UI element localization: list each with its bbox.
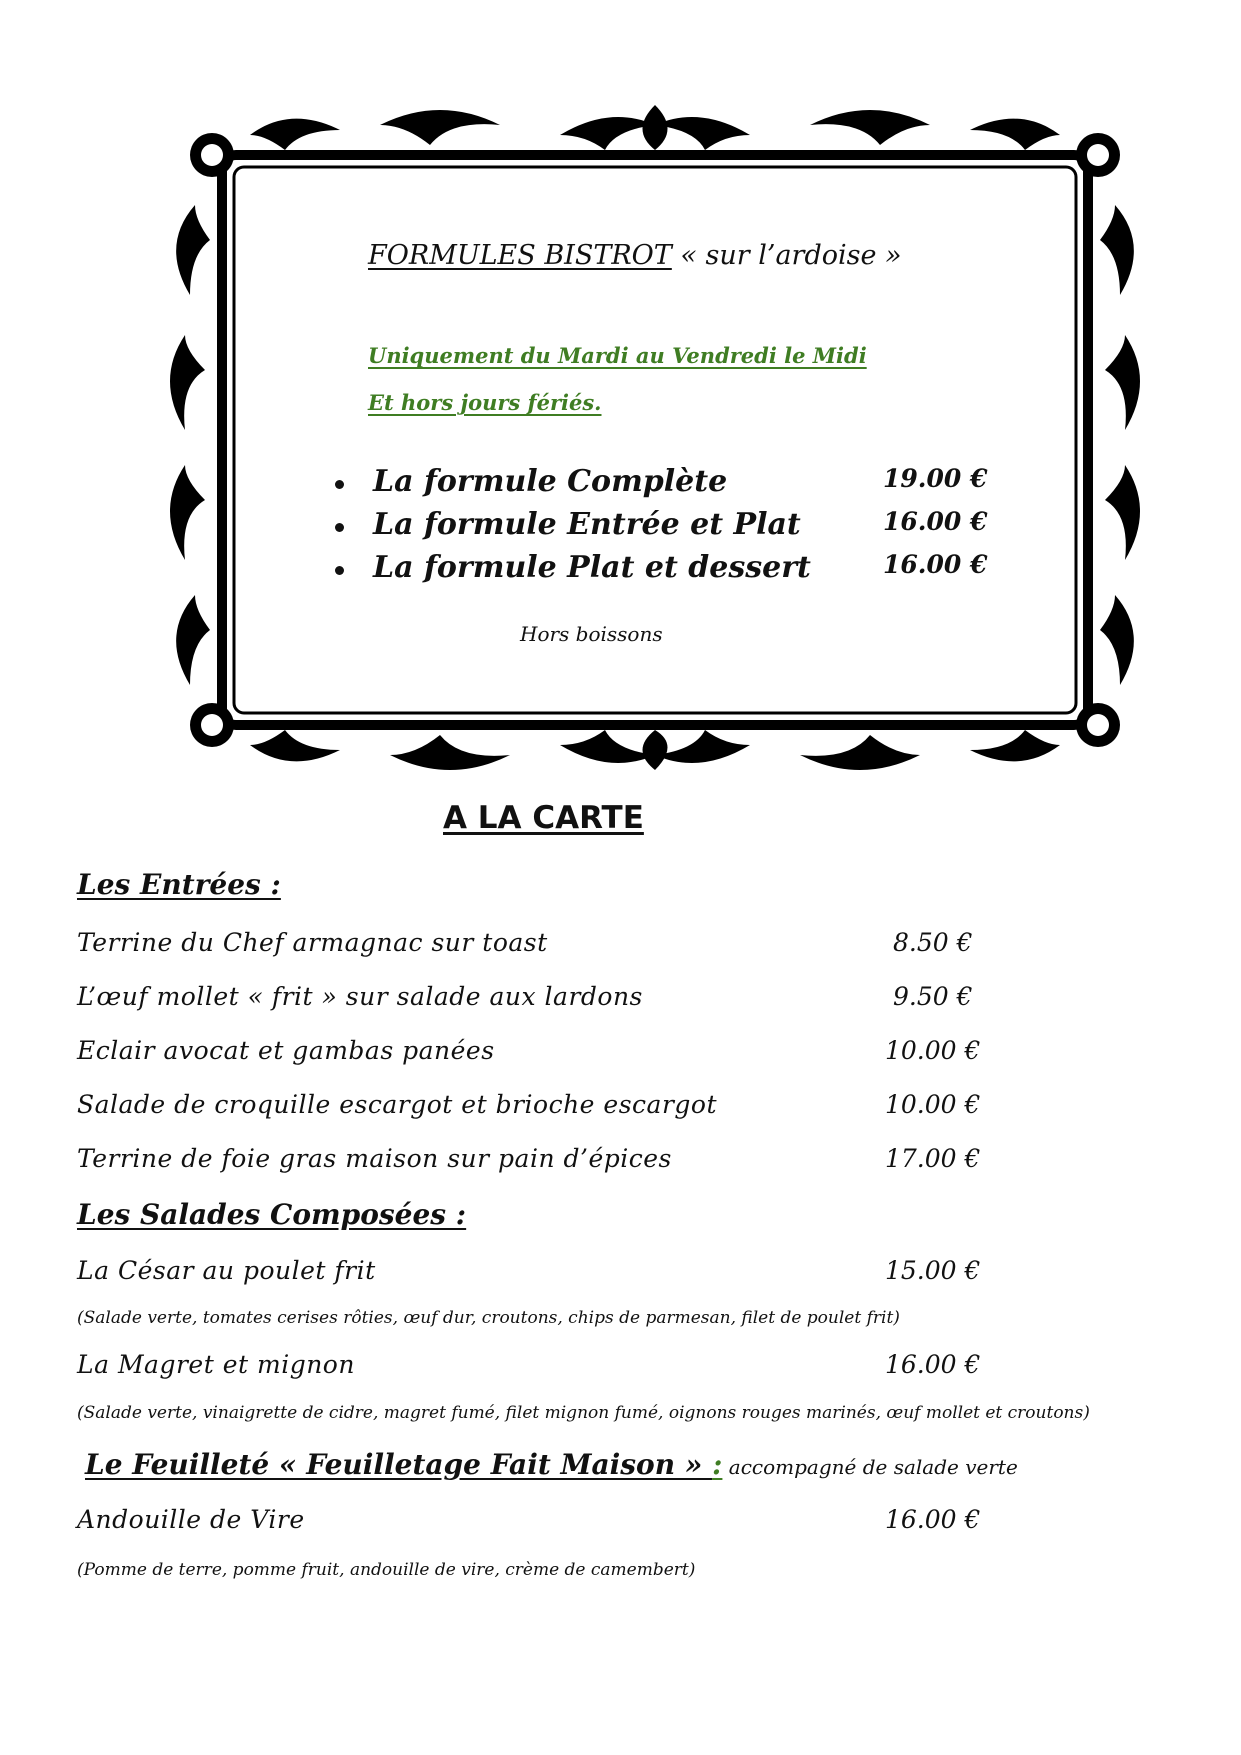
entree-price: 17.00 € bbox=[885, 1144, 981, 1173]
salade-description: (Salade verte, tomates cerises rôties, œuf dur, croutons, chips de parmesan, filet de poulet frit) bbox=[77, 1308, 900, 1328]
entree-price: 10.00 € bbox=[885, 1090, 981, 1119]
bullet-icon bbox=[335, 566, 344, 575]
entrees-heading: Les Entrées : bbox=[77, 868, 281, 901]
salades-heading: Les Salades Composées : bbox=[77, 1198, 467, 1231]
formules-availability-holidays: Et hors jours fériés. bbox=[368, 390, 602, 415]
entree-name: Terrine de foie gras maison sur pain d’épices bbox=[77, 1144, 672, 1173]
salade-description: (Salade verte, vinaigrette de cidre, magret fumé, filet mignon fumé, oignons rouges marinés, œuf mollet et croutons) bbox=[77, 1403, 1090, 1423]
formules-subtitle: « sur l’ardoise » bbox=[671, 240, 902, 271]
salade-name: La Magret et mignon bbox=[77, 1350, 355, 1379]
carte-title: A LA CARTE bbox=[443, 800, 644, 836]
ornate-frame-icon bbox=[160, 105, 1150, 770]
salade-price: 16.00 € bbox=[885, 1350, 981, 1379]
formules-list bbox=[335, 464, 1015, 599]
formule-name: La formule Entrée et Plat bbox=[373, 507, 801, 542]
formules-note: Hors boissons bbox=[520, 622, 663, 646]
entree-name: Terrine du Chef armagnac sur toast bbox=[77, 928, 548, 957]
formule-price: 16.00 € bbox=[883, 550, 988, 579]
formule-item bbox=[335, 550, 1015, 599]
formule-price: 19.00 € bbox=[883, 464, 988, 493]
feuillete-price: 16.00 € bbox=[885, 1505, 981, 1534]
feuillete-name: Andouille de Vire bbox=[77, 1505, 305, 1534]
bullet-icon bbox=[335, 523, 344, 532]
feuillete-note: accompagné de salade verte bbox=[722, 1455, 1018, 1479]
formules-availability-days: Uniquement du Mardi au Vendredi le Midi bbox=[368, 343, 867, 368]
feuillete-heading bbox=[85, 1448, 1018, 1481]
feuillete-title: Le Feuilleté « Feuilletage Fait Maison » bbox=[85, 1448, 713, 1481]
formule-name: La formule Complète bbox=[373, 464, 728, 499]
salade-price: 15.00 € bbox=[885, 1256, 981, 1285]
formules-title: FORMULES BISTROT bbox=[368, 240, 672, 271]
formule-price: 16.00 € bbox=[883, 507, 988, 536]
feuillete-description: (Pomme de terre, pomme fruit, andouille de vire, crème de camembert) bbox=[77, 1560, 696, 1580]
entree-price: 9.50 € bbox=[893, 982, 973, 1011]
salade-name: La César au poulet frit bbox=[77, 1256, 376, 1285]
entree-name: Eclair avocat et gambas panées bbox=[77, 1036, 495, 1065]
entree-price: 8.50 € bbox=[893, 928, 973, 957]
formules-heading bbox=[368, 240, 902, 271]
bullet-icon bbox=[335, 480, 344, 489]
entree-name: Salade de croquille escargot et brioche escargot bbox=[77, 1090, 718, 1119]
formule-name: La formule Plat et dessert bbox=[373, 550, 811, 585]
entree-price: 10.00 € bbox=[885, 1036, 981, 1065]
entree-name: L’œuf mollet « frit » sur salade aux lardons bbox=[77, 982, 643, 1011]
feuillete-colon: : bbox=[712, 1448, 723, 1481]
